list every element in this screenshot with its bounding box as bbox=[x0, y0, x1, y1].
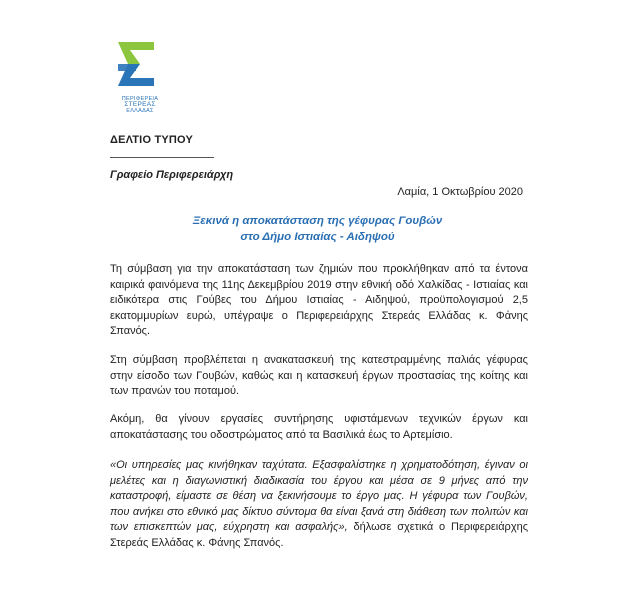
quote-text: «Οι υπηρεσίες μας κινήθηκαν ταχύτατα. Εξασφαλίστηκε η χρηματοδότηση, έγιναν οι μελέτες και η διαγωνιστική διαδικασία του έργου και μέσα σε 9 μήνες από την καταστροφή, είμαστε σε θέση να ξεκινήσουμε το έργο μας. Η γέφυρα των Γουβών, που ανήκει στο εθνικό μας δίκτυο σύντομα θα είναι ξανά στη διάθεση των πολιτών και των επισκεπτών μας, εύχρηστη και ασφαλής», bbox=[110, 459, 528, 533]
headline-line-2: στο Δήμο Ιστιαίας - Αιδηψού bbox=[240, 231, 395, 243]
logo-caption bbox=[110, 96, 170, 114]
logo-line-3: ΕΛΛΑΔΑΣ bbox=[126, 108, 154, 114]
office-label: Γραφείο Περιφερειάρχη bbox=[110, 169, 234, 181]
release-date: Λαμία, 1 Οκτωβρίου 2020 bbox=[397, 186, 523, 198]
quote-paragraph bbox=[110, 458, 528, 551]
logo-line-1: ΠΕΡΙΦΕΡΕΙΑ bbox=[121, 96, 159, 102]
quote-attribution: δήλωσε σχετικά ο Περιφερειάρχης Στερεάς Ελλάδας κ. Φάνης Σπανός. bbox=[110, 521, 529, 549]
paragraph-1: Τη σύμβαση για την αποκατάσταση των ζημιών που προκλήθηκαν από τα έντονα καιρικά φαινόμενα της 11ης Δεκεμβρίου 2019 στην εθνική οδό Χαλκίδας - Ιστιαίας και ειδικότερα στις Γούβες του Δήμου Ιστιαίας - Αιδηψού, προϋπολογισμού 2,5 εκατομμυρίων ευρώ, υπέγραψε ο Περιφερειάρχης Στερεάς Ελλάδας κ. Φάνης Σπανός. bbox=[110, 263, 528, 337]
logo-line-2: ΣΤΕΡΕΑΣ bbox=[124, 101, 156, 108]
press-release-label: ΔΕΛΤΙΟ ΤΥΠΟΥ bbox=[110, 134, 194, 146]
headline bbox=[110, 213, 525, 245]
headline-line-1: Ξεκινά η αποκατάσταση της γέφυρας Γουβών bbox=[192, 215, 443, 227]
header-divider bbox=[110, 157, 214, 158]
paragraph-3: Ακόμη, θα γίνουν εργασίες συντήρησης υφιστάμενων τεχνικών έργων και αποκατάστασης του οδοστρώματος από τα Βασιλικά έως το Αρτεμίσιο. bbox=[110, 413, 528, 441]
paragraph-2: Στη σύμβαση προβλέπεται η ανακατασκευή της κατεστραμμένης παλιάς γέφυρας στην είσοδο των Γουβών, καθώς και η κατασκευή έργων προστασίας της κοίτης και των πρανών του ποταμού. bbox=[110, 354, 528, 397]
